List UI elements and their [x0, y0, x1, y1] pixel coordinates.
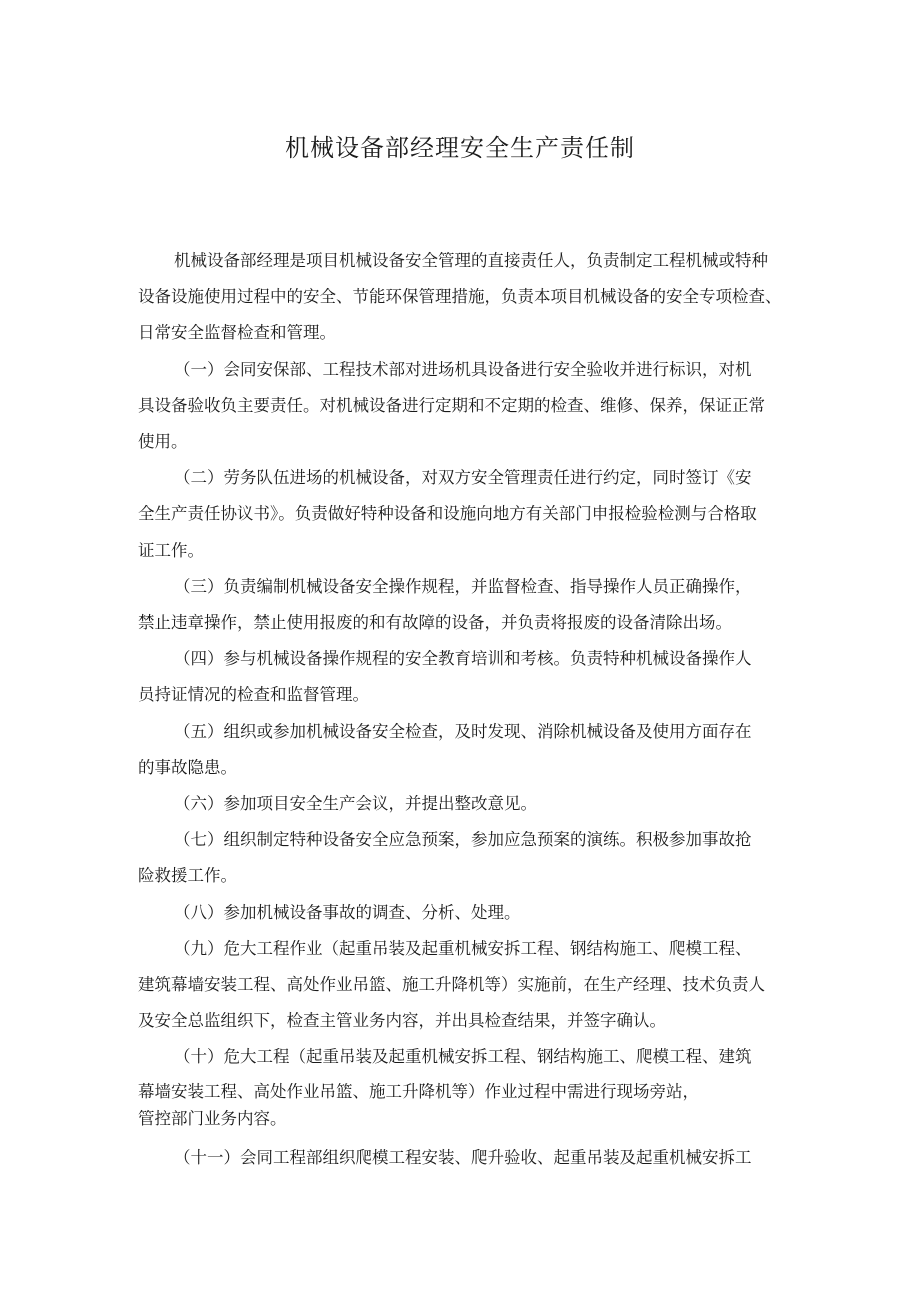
clause-9-paragraph — [138, 931, 788, 1040]
text-line: 机械设备部经理是项目机械设备安全管理的直接责任人，负责制定工程机械或特种 — [174, 251, 768, 270]
clause-4-paragraph — [138, 641, 788, 713]
clause-6-paragraph — [138, 786, 788, 822]
text-line: （七）组织制定特种设备安全应急预案，参加应急预案的演练。积极参加事故抢 — [174, 830, 752, 850]
text-line: 禁止违章操作，禁止使用报废的和有故障的设备，并负责将报废的设备清除出场。 — [138, 613, 732, 633]
clause-2-paragraph — [138, 460, 788, 569]
document-body — [138, 243, 788, 1176]
text-line: （十一）会同工程部组织爬模工程安装、爬升验收、起重吊装及起重机械安拆工 — [174, 1147, 752, 1167]
text-line: 建筑幕墙安装工程、高处作业吊篮、施工升降机等）实施前，在生产经理、技术负责人 — [138, 975, 765, 995]
text-line: 具设备验收负主要责任。对机械设备进行定期和不定期的检查、维修、保养，保证正常 — [138, 395, 765, 415]
text-line: （六）参加项目安全生产会议，并提出整改意见。 — [174, 794, 537, 814]
clause-3-paragraph — [138, 569, 788, 641]
text-line: （九）危大工程作业（起重吊装及起重机械安拆工程、钢结构施工、爬模工程、 — [174, 938, 752, 958]
text-line: （一）会同安保部、工程技术部对进场机具设备进行安全验收并进行标识，对机 — [174, 359, 752, 379]
text-line: 设备设施使用过程中的安全、节能环保管理措施，负责本项目机械设备的安全专项检查、 — [138, 287, 782, 307]
clause-1-paragraph — [138, 352, 788, 461]
text-line: 幕墙安装工程、高处作业吊篮、施工升降机等）作业过程中需进行现场旁站， — [138, 1081, 699, 1101]
text-line: 的事故隐患。 — [138, 757, 237, 777]
text-line: 员持证情况的检查和监督管理。 — [138, 685, 369, 705]
text-line: （三）负责编制机械设备安全操作规程，并监督检查、指导操作人员正确操作， — [174, 576, 752, 596]
text-line: 日常安全监督检查和管理。 — [138, 323, 336, 343]
text-line: 使用。 — [138, 432, 188, 452]
text-line: 险救援工作。 — [138, 866, 237, 886]
text-line: 管控部门业务内容。 — [138, 1108, 287, 1128]
text-line: 及安全总监组织下，检查主管业务内容，并出具检查结果，并签字确认。 — [138, 1011, 666, 1031]
text-line: （二）劳务队伍进场的机械设备，对双方安全管理责任进行约定，同时签订《安 — [174, 468, 752, 488]
text-line: （四）参与机械设备操作规程的安全教育培训和考核。负责特种机械设备操作人 — [174, 649, 752, 669]
clause-7-paragraph — [138, 822, 788, 894]
clause-11-paragraph — [138, 1140, 788, 1176]
text-line: 证工作。 — [138, 540, 204, 560]
text-line: （八）参加机械设备事故的调查、分析、处理。 — [174, 902, 521, 922]
clause-10-paragraph — [138, 1039, 788, 1129]
text-line: （五）组织或参加机械设备安全检查，及时发现、消除机械设备及使用方面存在 — [174, 721, 752, 741]
intro-paragraph — [138, 243, 788, 352]
text-line: 全生产责任协议书》。负责做好特种设备和设施向地方有关部门申报检验检测与合格取 — [138, 504, 757, 524]
clause-8-paragraph — [138, 895, 788, 931]
clause-5-paragraph — [138, 714, 788, 786]
text-line: （十）危大工程（起重吊装及起重机械安拆工程、钢结构施工、爬模工程、建筑 — [174, 1047, 752, 1067]
page-title: 机械设备部经理安全生产责任制 — [285, 134, 635, 162]
